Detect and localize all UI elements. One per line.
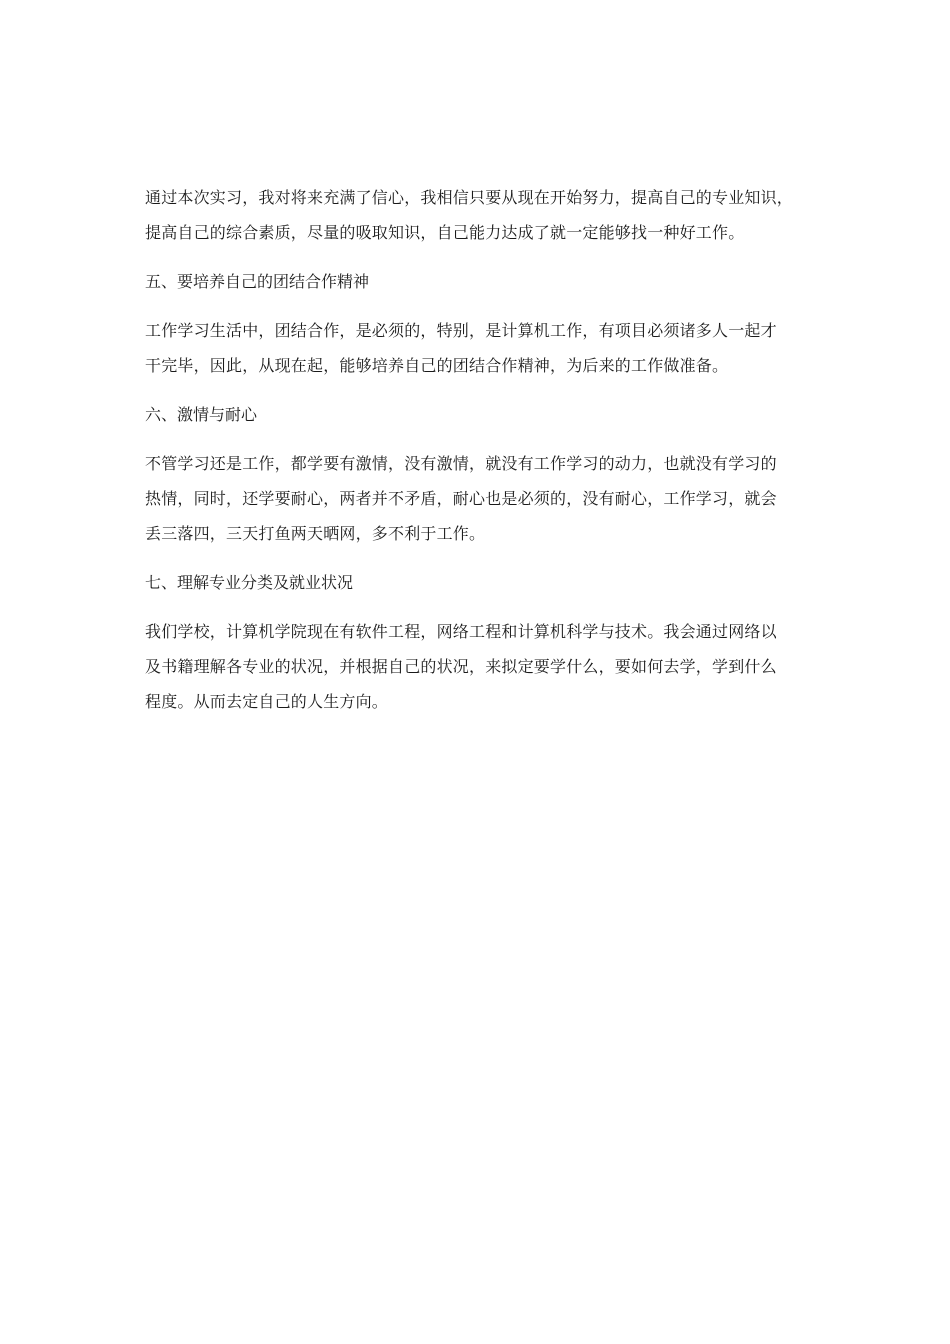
paragraph-line: 干完毕，因此，从现在起，能够培养自己的团结合作精神，为后来的工作做准备。 [145,356,729,375]
paragraph-line: 我们学校，计算机学院现在有软件工程，网络工程和计算机科学与技术。我会通过网络以 [145,622,777,641]
paragraph-line: 热情，同时，还学要耐心，两者并不矛盾，耐心也是必须的，没有耐心，工作学习，就会 [145,489,777,508]
section-heading-majors-employment: 七、理解专业分类及就业状况 [145,573,354,592]
document-body [145,180,810,719]
paragraph-line: 程度。从而去定自己的人生方向。 [145,692,389,711]
section-heading-teamwork: 五、要培养自己的团结合作精神 [145,272,370,291]
paragraph-majors-employment [145,614,810,719]
paragraph-teamwork [145,313,810,383]
paragraph-line: 丢三落四，三天打鱼两天晒网，多不利于工作。 [145,524,486,543]
paragraph-line: 提高自己的综合素质，尽量的吸取知识，自己能力达成了就一定能够找一种好工作。 [145,223,745,242]
paragraph-passion-patience [145,446,810,551]
paragraph-line: 通过本次实习，我对将来充满了信心，我相信只要从现在开始努力，提高自己的专业知识， [145,188,794,207]
paragraph-internship-confidence [145,180,810,250]
section-heading-passion-patience: 六、激情与耐心 [145,405,258,424]
paragraph-line: 不管学习还是工作，都学要有激情，没有激情，就没有工作学习的动力，也就没有学习的 [145,454,777,473]
paragraph-line: 及书籍理解各专业的状况，并根据自己的状况，来拟定要学什么，要如何去学，学到什么 [145,657,777,676]
paragraph-line: 工作学习生活中，团结合作，是必须的，特别，是计算机工作，有项目必须诸多人一起才 [145,321,777,340]
